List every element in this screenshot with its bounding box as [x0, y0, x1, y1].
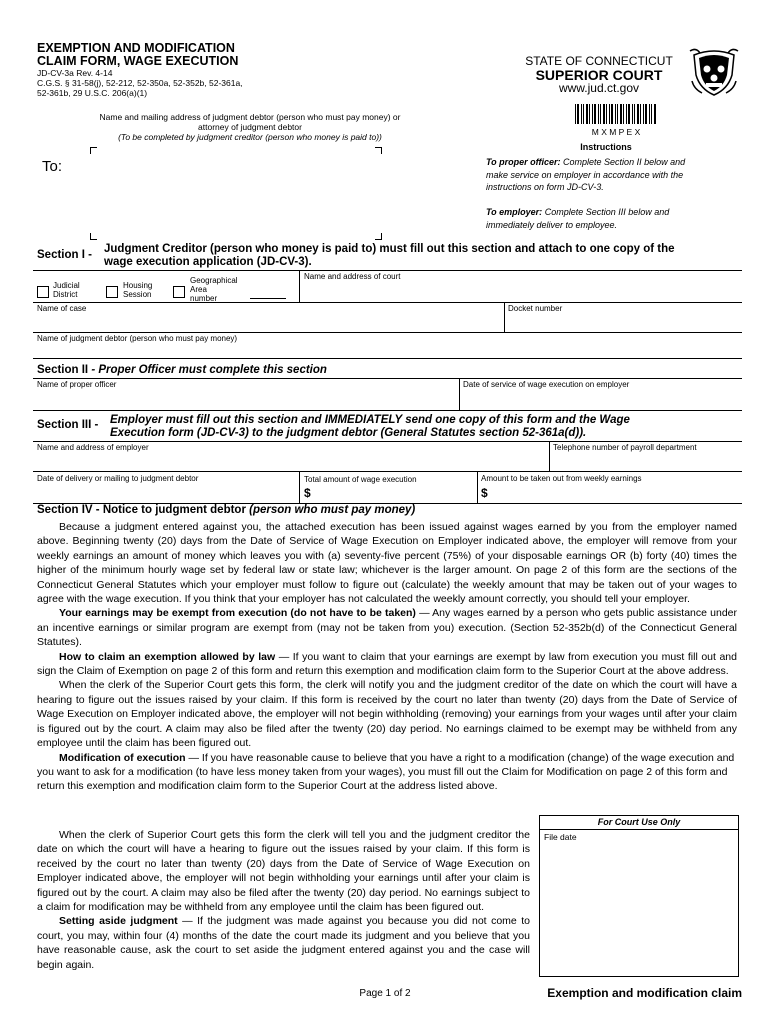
total-amount-dollar: $	[304, 486, 311, 500]
total-amount-label: Total amount of wage execution	[304, 475, 417, 484]
employer-line2: immediately deliver to employee.	[486, 219, 618, 230]
address-label-line2: attorney of judgment debtor	[198, 122, 302, 132]
court-address-label: Name and address of court	[304, 272, 401, 281]
paragraph-lead: Setting aside judgment	[59, 915, 178, 928]
section2-heading	[37, 364, 327, 376]
judicial-district-label	[53, 281, 80, 299]
corner-mark	[375, 147, 382, 154]
divider	[33, 332, 742, 333]
officer-label: To proper officer:	[486, 157, 561, 167]
section2-label: Section II	[37, 364, 89, 376]
court-name: SUPERIOR COURT	[535, 67, 663, 83]
to-label: To:	[42, 158, 63, 175]
weekly-amount-dollar: $	[481, 486, 488, 500]
barcode-bar	[643, 104, 644, 124]
weekly-amount-label: Amount to be taken out from weekly earnings	[481, 474, 642, 483]
section1-title-line2: wage execution application (JD-CV-3).	[104, 256, 312, 268]
paragraph-lead: Modification of execution	[59, 751, 186, 764]
form-title-line2: CLAIM FORM, WAGE EXECUTION	[37, 54, 239, 68]
footer-title: Exemption and modification claim	[547, 986, 742, 1000]
debtor-address-field[interactable]	[96, 156, 371, 230]
label-part: Area	[190, 285, 207, 294]
section3-label: Section III -	[37, 419, 99, 431]
housing-session-checkbox[interactable]	[106, 286, 118, 298]
barcode-bar	[575, 104, 576, 124]
judicial-district-checkbox[interactable]	[37, 286, 49, 298]
address-label-line1: Name and mailing address of judgment debtor (person who must pay money) or	[99, 112, 401, 122]
barcode-bar	[586, 104, 588, 124]
employer-line1: Complete Section III below and	[544, 207, 670, 217]
file-date-label: File date	[544, 832, 577, 842]
debtor-name-label: Name of judgment debtor (person who must pay money)	[37, 334, 238, 343]
barcode-bar	[598, 104, 599, 124]
divider	[33, 378, 742, 379]
barcode-bar	[640, 104, 641, 124]
address-label-line3: (To be completed by judgment creditor (person who money is paid to))	[118, 132, 382, 142]
label-part: Judicial	[53, 281, 80, 290]
label-part: number	[190, 294, 218, 303]
divider	[33, 358, 742, 359]
paragraph-text: — Any wages earned by a person who gets public assistance under an incentive earnings or similar program are exempt from (may not be taken from you) execution. (Section 52-352b(d) of the Connecticut General Statutes).	[37, 607, 737, 649]
employer-label: To employer:	[486, 207, 543, 217]
state-seal-icon	[688, 45, 740, 97]
barcode-bar	[632, 104, 633, 124]
employer-instructions	[486, 206, 669, 231]
notice-body-narrow	[37, 828, 530, 972]
divider	[459, 378, 460, 410]
payroll-phone-label: Telephone number of payroll department	[553, 443, 697, 452]
barcode-bar	[583, 104, 584, 124]
address-block-label	[80, 112, 420, 142]
case-name-label: Name of case	[37, 304, 87, 313]
divider	[33, 441, 742, 442]
paragraph-lead: Your earnings may be exempt from execution (do not have to be taken)	[59, 607, 416, 620]
geo-number-field[interactable]	[250, 298, 286, 299]
corner-mark	[90, 147, 97, 154]
divider	[299, 471, 300, 503]
employer-address-label: Name and address of employer	[37, 443, 149, 452]
barcode-bar	[577, 104, 579, 124]
paragraph-text: — If the judgment was made against you because you did not come to court, you may, within four (4) months of the date the court made its judgment and you believe that you have reasonable cause, ask the court to set aside the judgment entered against you and the case will begin again.	[37, 915, 530, 971]
state-name: STATE OF CONNECTICUT	[525, 54, 673, 68]
statutes-line2: 52-361b, 29 U.S.C. 206(a)(1)	[37, 88, 148, 98]
divider	[33, 410, 742, 411]
page-number: Page 1 of 2	[359, 988, 411, 999]
barcode-bar	[581, 104, 582, 124]
barcode-text: M X M P E X	[591, 127, 641, 137]
notice-paragraph	[37, 650, 737, 679]
barcode-bar	[606, 104, 607, 124]
court-use-heading: For Court Use Only	[540, 816, 738, 830]
service-date-label: Date of service of wage execution on employer	[463, 380, 630, 389]
notice-paragraph: Because a judgment entered against you, the attached execution has been issued against wages earned by you from the employer named above. Beginning twenty (20) days from the Date of Service of Wage Execution on Employer indicated above, the employer will remove from your weekly earnings an amount of money which leaves you with (a) seventy-five percent (75%) of your disposable earnings OR (b) forty (40) times the higher of the minimum hourly wage set by federal law or state law; whichever is the larger amount. On page 2 of this form are the sections of the Connecticut General Statutes which your employer must follow to figure out (calculate) the weekly amount that may be taken out of your wages to agree with the wage execution. If you think that your employer has not calculated the weekly amount correctly, you should tell your employer.	[37, 521, 737, 606]
barcode-bar	[628, 104, 630, 124]
barcode-bar	[637, 104, 639, 124]
barcode-bar	[620, 104, 622, 124]
section1-title	[104, 243, 675, 269]
instructions-heading: Instructions	[580, 142, 632, 152]
divider	[299, 270, 300, 302]
divider	[549, 441, 550, 471]
barcode-bar	[603, 104, 605, 124]
geographical-area-label	[190, 276, 238, 303]
divider	[477, 471, 478, 503]
divider	[33, 270, 742, 271]
barcode-bar	[617, 104, 618, 124]
court-website: www.jud.ct.gov	[558, 81, 640, 95]
barcode-bar	[649, 104, 650, 124]
form-title-line1: EXEMPTION AND MODIFICATION	[37, 41, 235, 55]
barcode-bar	[623, 104, 624, 124]
notice-paragraph	[37, 751, 737, 794]
notice-paragraph: When the clerk of the Superior Court gets this form, the clerk will notify you and the judgment creditor of the date on which the court will have a hearing to figure out the issues raised by your claim. If this form is received by the court no later than twenty (20) days from the Date of Service of Wage Execution on Employer indicated above, the employer will not begin withholding (removing) your earnings from your wages until after your claim is figured out by the court. A claim may also be filed after the twenty (20) day period. No earnings claimed to be exempt may be withheld from any employee until the claim has been figured out.	[37, 679, 737, 750]
barcode-bar	[654, 104, 656, 124]
barcode	[575, 104, 657, 124]
barcode-bar	[645, 104, 647, 124]
section3-title	[110, 414, 630, 440]
label-part: Housing	[123, 281, 153, 290]
geographical-area-checkbox[interactable]	[173, 286, 185, 298]
officer-line3: instructions on form JD-CV-3.	[486, 182, 604, 192]
officer-line2: make service on employer in accordance with the	[486, 169, 684, 180]
barcode-bar	[615, 104, 616, 124]
barcode-bar	[600, 104, 601, 124]
corner-mark	[90, 233, 97, 240]
section1-label: Section I -	[37, 249, 92, 261]
barcode-bar	[634, 104, 635, 124]
notice-body-full-width	[37, 520, 737, 794]
divider	[504, 302, 505, 332]
barcode-bar	[609, 104, 610, 124]
form-number: JD-CV-3a Rev. 4-14	[37, 68, 113, 78]
housing-session-label	[123, 281, 152, 299]
section4-label-italic: (person who must pay money)	[249, 504, 416, 516]
barcode-bar	[626, 104, 627, 124]
section3-title-line1: Employer must fill out this section and IMMEDIATELY send one copy of this form and the Wage	[110, 414, 630, 426]
docket-number-label: Docket number	[508, 304, 563, 313]
barcode-bar	[592, 104, 593, 124]
notice-paragraph	[37, 606, 737, 649]
paragraph-text: — If you have reasonable cause to believe that you have a right to a modification (change) of the wage execution and you want to ask for a modification (to have less money taken from your wages), you must fill out the Claim for Modification on page 2 of this form and return this exemption and modification claim form to the Superior Court at the address listed above.	[37, 751, 735, 793]
corner-mark	[375, 233, 382, 240]
section3-title-line2: Execution form (JD-CV-3) to the judgment debtor (General Statutes section 52-361a(d)).	[110, 427, 587, 439]
label-part: Session	[123, 290, 152, 299]
divider	[33, 471, 742, 472]
statutes-line1: C.G.S. § 31-58(j), 52-212, 52-350a, 52-352b, 52-361a,	[37, 78, 243, 88]
barcode-bar	[651, 104, 652, 124]
notice-paragraph: When the clerk of Superior Court gets this form the clerk will tell you and the judgment creditor the date on which the court will have a hearing to figure out the issues raised by your claim. If this form is received by the court no later than twenty (20) days from the Date of Service of Wage Execution on Employer indicated above, the employer will not begin withholding your earnings until after your claim is figured out by the court. A claim may also be filed after the twenty (20) day period. No earnings subject to a claim for modification may be withheld from any employee until the claim has been figured out.	[37, 829, 530, 914]
section2-title: - Proper Officer must complete this section	[91, 364, 327, 376]
paragraph-lead: How to claim an exemption allowed by law	[59, 650, 276, 663]
notice-paragraph	[37, 914, 530, 972]
section4-heading	[37, 504, 415, 516]
paragraph-text: — If you want to claim that your earnings are exempt by law from execution you must fill out and sign the Claim of Exemption on page 2 of this form and return this exemption and modification claim form to the Superior Court at the above address.	[37, 650, 737, 678]
section4-label: Section IV - Notice to judgment debtor	[37, 504, 246, 516]
officer-line1: Complete Section II below and	[563, 157, 686, 167]
divider	[33, 302, 742, 303]
delivery-date-label: Date of delivery or mailing to judgment debtor	[37, 474, 199, 483]
officer-instructions	[486, 156, 685, 194]
label-part: Geographical	[190, 276, 238, 285]
court-use-box	[539, 815, 739, 977]
barcode-bar	[594, 104, 596, 124]
section1-title-line1: Judgment Creditor (person who money is paid to) must fill out this section and attach to one copy of the	[104, 243, 675, 255]
label-part: District	[53, 290, 78, 299]
officer-name-label: Name of proper officer	[37, 380, 117, 389]
barcode-bar	[611, 104, 613, 124]
barcode-bar	[589, 104, 590, 124]
